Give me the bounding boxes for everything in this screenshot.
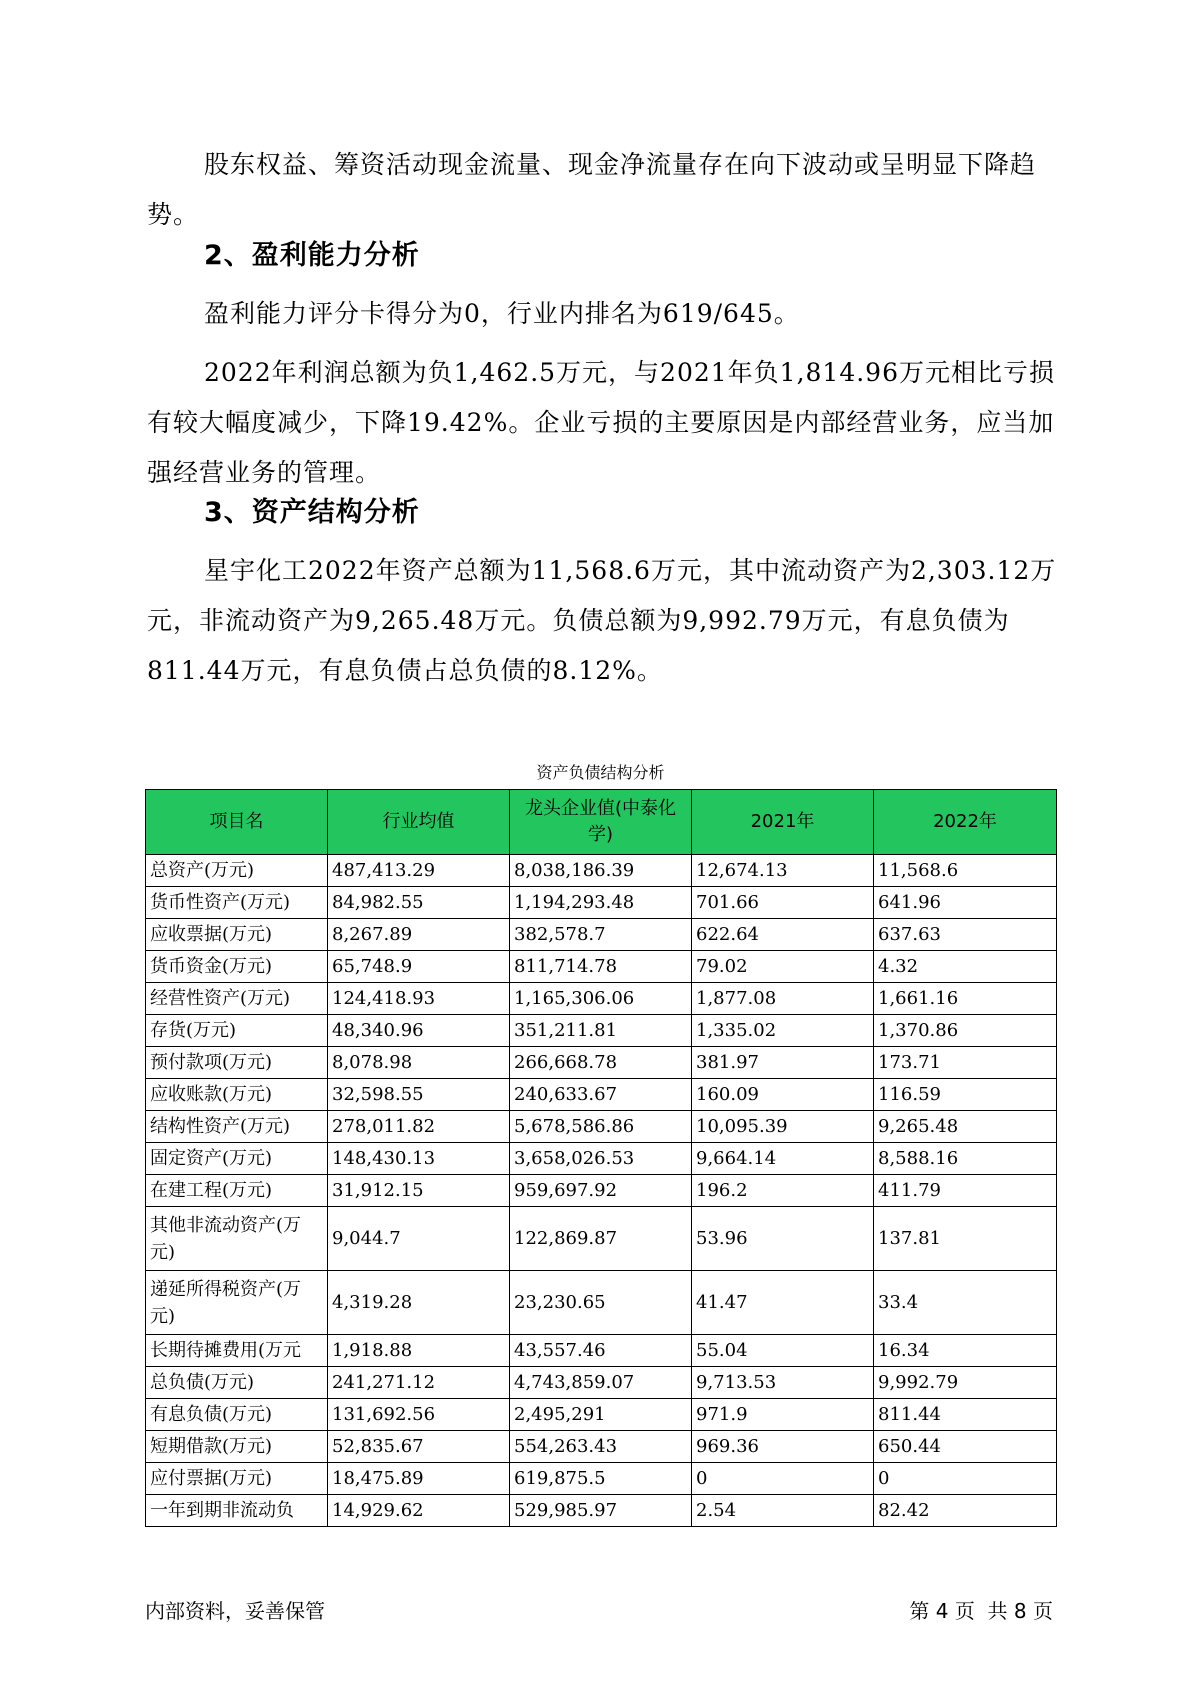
table-row: [146, 1111, 1057, 1143]
cell-2021: 55.04: [692, 1335, 874, 1367]
cell-leader: 43,557.46: [510, 1335, 692, 1367]
asset-liability-table: [145, 789, 1057, 1527]
cell-industry-avg: 52,835.67: [328, 1431, 510, 1463]
table-caption: 资产负债结构分析: [536, 763, 665, 782]
cell-item: 结构性资产(万元): [146, 1111, 328, 1143]
col-header-industry-avg: 行业均值: [328, 790, 510, 855]
table-row: [146, 1399, 1057, 1431]
cell-leader: 3,658,026.53: [510, 1143, 692, 1175]
table-row: [146, 1079, 1057, 1111]
cell-leader: 240,633.67: [510, 1079, 692, 1111]
cell-2021: 9,713.53: [692, 1367, 874, 1399]
cell-2022: 137.81: [874, 1207, 1057, 1271]
cell-2022: 1,370.86: [874, 1015, 1057, 1047]
cell-leader: 8,038,186.39: [510, 855, 692, 887]
cell-2021: 622.64: [692, 919, 874, 951]
cell-item: 一年到期非流动负: [146, 1495, 328, 1527]
cell-item: 固定资产(万元): [146, 1143, 328, 1175]
cell-leader: 122,869.87: [510, 1207, 692, 1271]
paragraph-profit-score: 盈利能力评分卡得分为0，行业内排名为619/645。: [204, 299, 800, 328]
cell-item: 总资产(万元): [146, 855, 328, 887]
cell-item: 货币资金(万元): [146, 951, 328, 983]
cell-item: 应收票据(万元): [146, 919, 328, 951]
cell-industry-avg: 8,078.98: [328, 1047, 510, 1079]
cell-industry-avg: 84,982.55: [328, 887, 510, 919]
cell-2022: 11,568.6: [874, 855, 1057, 887]
table-row: [146, 1143, 1057, 1175]
cell-2022: 0: [874, 1463, 1057, 1495]
cell-industry-avg: 9,044.7: [328, 1207, 510, 1271]
cell-leader: 351,211.81: [510, 1015, 692, 1047]
cell-industry-avg: 48,340.96: [328, 1015, 510, 1047]
cell-2021: 1,877.08: [692, 983, 874, 1015]
cell-item: 预付款项(万元): [146, 1047, 328, 1079]
cell-leader: 4,743,859.07: [510, 1367, 692, 1399]
cell-2021: 41.47: [692, 1271, 874, 1335]
table-header-row: [146, 790, 1057, 855]
cell-item: 总负债(万元): [146, 1367, 328, 1399]
table-row: [146, 1175, 1057, 1207]
cell-2021: 0: [692, 1463, 874, 1495]
cell-2022: 1,661.16: [874, 983, 1057, 1015]
table-row: [146, 1207, 1057, 1271]
cell-item: 短期借款(万元): [146, 1431, 328, 1463]
cell-leader: 5,678,586.86: [510, 1111, 692, 1143]
cell-leader: 1,194,293.48: [510, 887, 692, 919]
cell-industry-avg: 4,319.28: [328, 1271, 510, 1335]
cell-industry-avg: 1,918.88: [328, 1335, 510, 1367]
cell-item: 在建工程(万元): [146, 1175, 328, 1207]
cell-leader: 23,230.65: [510, 1271, 692, 1335]
cell-industry-avg: 124,418.93: [328, 983, 510, 1015]
cell-2021: 381.97: [692, 1047, 874, 1079]
table-row: [146, 1047, 1057, 1079]
table-row: [146, 983, 1057, 1015]
cell-2022: 33.4: [874, 1271, 1057, 1335]
cell-leader: 266,668.78: [510, 1047, 692, 1079]
cell-2021: 701.66: [692, 887, 874, 919]
cell-2022: 173.71: [874, 1047, 1057, 1079]
table-row: [146, 1015, 1057, 1047]
cell-2022: 82.42: [874, 1495, 1057, 1527]
table-row: [146, 1495, 1057, 1527]
cell-2021: 160.09: [692, 1079, 874, 1111]
col-header-leader: 龙头企业值(中泰化学): [510, 790, 692, 855]
cell-item: 应收账款(万元): [146, 1079, 328, 1111]
cell-industry-avg: 278,011.82: [328, 1111, 510, 1143]
cell-2022: 9,992.79: [874, 1367, 1057, 1399]
cell-leader: 1,165,306.06: [510, 983, 692, 1015]
cell-leader: 382,578.7: [510, 919, 692, 951]
cell-2021: 9,664.14: [692, 1143, 874, 1175]
cell-leader: 959,697.92: [510, 1175, 692, 1207]
cell-leader: 619,875.5: [510, 1463, 692, 1495]
footer-confidential: 内部资料，妥善保管: [145, 1599, 325, 1623]
cell-leader: 811,714.78: [510, 951, 692, 983]
cell-2022: 641.96: [874, 887, 1057, 919]
table-row: [146, 1335, 1057, 1367]
col-header-item: 项目名: [146, 790, 328, 855]
cell-2021: 79.02: [692, 951, 874, 983]
cell-item: 应付票据(万元): [146, 1463, 328, 1495]
table-row: [146, 919, 1057, 951]
cell-2022: 4.32: [874, 951, 1057, 983]
cell-2022: 650.44: [874, 1431, 1057, 1463]
cell-2021: 10,095.39: [692, 1111, 874, 1143]
cell-item: 其他非流动资产(万元): [146, 1207, 328, 1271]
cell-item: 有息负债(万元): [146, 1399, 328, 1431]
cell-industry-avg: 14,929.62: [328, 1495, 510, 1527]
cell-2021: 969.36: [692, 1431, 874, 1463]
cell-2021: 196.2: [692, 1175, 874, 1207]
table-row: [146, 1431, 1057, 1463]
paragraph-equity-trend: 股东权益、筹资活动现金流量、现金净流量存在向下波动或呈明显下降趋势。: [147, 150, 1037, 229]
cell-2021: 971.9: [692, 1399, 874, 1431]
cell-industry-avg: 32,598.55: [328, 1079, 510, 1111]
cell-industry-avg: 148,430.13: [328, 1143, 510, 1175]
col-header-2022: 2022年: [874, 790, 1057, 855]
cell-leader: 554,263.43: [510, 1431, 692, 1463]
cell-2021: 2.54: [692, 1495, 874, 1527]
cell-item: 经营性资产(万元): [146, 983, 328, 1015]
cell-2022: 9,265.48: [874, 1111, 1057, 1143]
cell-2021: 12,674.13: [692, 855, 874, 887]
cell-2022: 116.59: [874, 1079, 1057, 1111]
cell-item: 货币性资产(万元): [146, 887, 328, 919]
cell-industry-avg: 241,271.12: [328, 1367, 510, 1399]
cell-industry-avg: 487,413.29: [328, 855, 510, 887]
cell-2022: 411.79: [874, 1175, 1057, 1207]
cell-2022: 8,588.16: [874, 1143, 1057, 1175]
table-row: [146, 1367, 1057, 1399]
cell-2022: 637.63: [874, 919, 1057, 951]
paragraph-asset-summary: 星宇化工2022年资产总额为11,568.6万元，其中流动资产为2,303.12万元，非流动资产为9,265.48万元。负债总额为9,992.79万元，有息负债为811.44万元，有息负债占总负债的8.12%。: [147, 556, 1057, 685]
paragraph-profit-total: 2022年利润总额为负1,462.5万元，与2021年负1,814.96万元相比亏损有较大幅度减少，下降19.42%。企业亏损的主要原因是内部经营业务，应当加强经营业务的管理。: [147, 358, 1055, 487]
cell-industry-avg: 131,692.56: [328, 1399, 510, 1431]
table-row: [146, 887, 1057, 919]
table-row: [146, 1271, 1057, 1335]
cell-item: 存货(万元): [146, 1015, 328, 1047]
cell-industry-avg: 31,912.15: [328, 1175, 510, 1207]
table-row: [146, 951, 1057, 983]
cell-leader: 529,985.97: [510, 1495, 692, 1527]
cell-2021: 1,335.02: [692, 1015, 874, 1047]
cell-2021: 53.96: [692, 1207, 874, 1271]
cell-2022: 811.44: [874, 1399, 1057, 1431]
cell-item: 递延所得税资产(万元): [146, 1271, 328, 1335]
cell-item: 长期待摊费用(万元: [146, 1335, 328, 1367]
cell-leader: 2,495,291: [510, 1399, 692, 1431]
footer-page-number: 第 4 页 共 8 页: [909, 1599, 1053, 1623]
heading-profitability: 2、盈利能力分析: [204, 240, 420, 271]
cell-2022: 16.34: [874, 1335, 1057, 1367]
cell-industry-avg: 65,748.9: [328, 951, 510, 983]
table-row: [146, 1463, 1057, 1495]
col-header-2021: 2021年: [692, 790, 874, 855]
cell-industry-avg: 8,267.89: [328, 919, 510, 951]
heading-asset-structure: 3、资产结构分析: [204, 497, 420, 528]
table-row: [146, 855, 1057, 887]
cell-industry-avg: 18,475.89: [328, 1463, 510, 1495]
